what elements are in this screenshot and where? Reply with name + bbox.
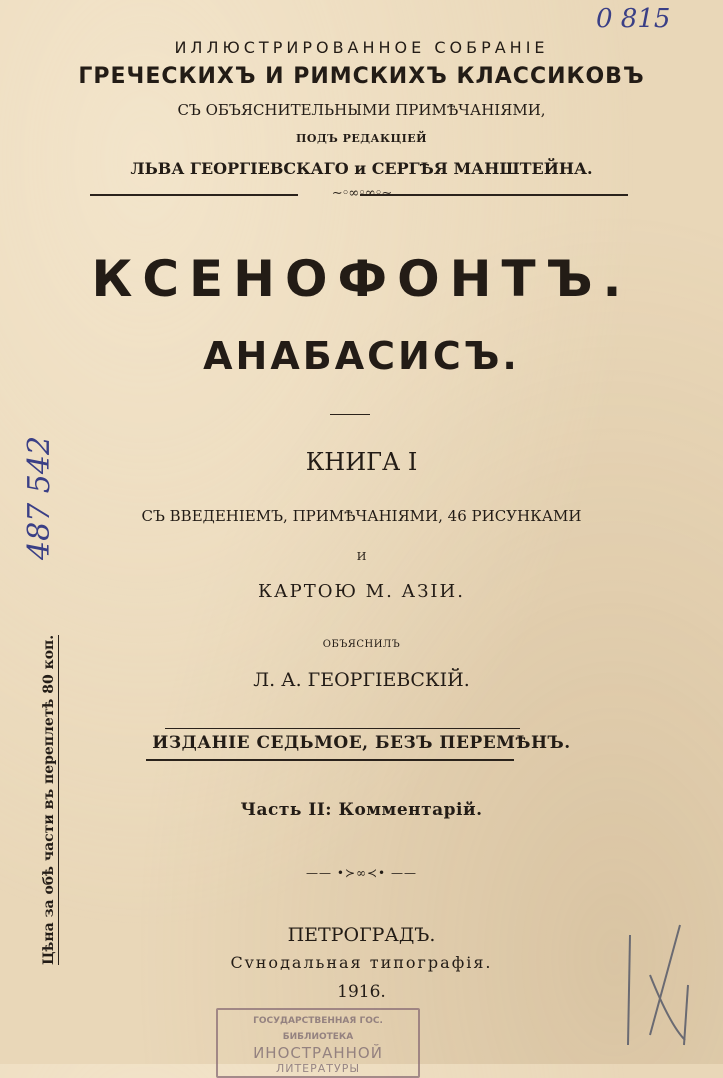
stamp-line-3: ЛИТЕРАТУРЫ <box>275 1062 361 1075</box>
pencil-mark-icon <box>610 915 710 1055</box>
part-title: Часть II: Комментарій. <box>240 800 483 820</box>
stamp-line-2: ИНОСТРАННОЙ <box>253 1044 383 1062</box>
series-line-3: СЪ ОБЪЯСНИТЕЛЬНЫМИ ПРИМѢЧАНІЯМИ, <box>177 101 546 119</box>
handwritten-shelfmark-left: 487 542 <box>22 435 57 560</box>
series-editors: ЛЬВА ГЕОРГІЕВСКАГО и СЕРГѢЯ МАНШТЕЙНА. <box>130 159 593 178</box>
stamp-line-1: ГОСУДАРСТВЕННАЯ ГОС. БИБЛИОТЕКА <box>253 1016 383 1042</box>
conjunction: И <box>356 550 367 563</box>
imprint-press: Сvнодальная типографія. <box>230 953 493 972</box>
explained-by-label: ОБЪЯСНИЛЪ <box>322 639 401 650</box>
imprint-city: ПЕТРОГРАДЪ. <box>287 924 436 946</box>
handwritten-shelfmark-top: 0 815 <box>596 4 671 34</box>
map-line: КАРТОЮ М. АЗІИ. <box>258 581 465 602</box>
library-stamp <box>216 1008 420 1078</box>
header-ornament: ∼◦∞◦∞◦∼ <box>331 186 392 201</box>
imprint-year: 1916. <box>337 982 386 1002</box>
edition-rule-top <box>165 728 520 729</box>
edition-rule-bottom <box>146 759 514 761</box>
series-line-1: ИЛЛЮСТРИРОВАННОЕ СОБРАНІЕ <box>174 38 549 57</box>
book-title: АНАБАСИСЪ. <box>203 334 520 378</box>
edition-statement: ИЗДАНІЕ СЕДЬМОЕ, БЕЗЪ ПЕРЕМѢНЪ. <box>152 733 571 753</box>
price-note: Цѣна за обѣ части въ переплетѣ 80 коп. <box>41 634 57 965</box>
book-number: КНИГА I <box>305 448 418 476</box>
header-rule-right <box>360 194 628 196</box>
editor-name: Л. А. ГЕОРГІЕВСКІЙ. <box>253 669 470 691</box>
contents-line: СЪ ВВЕДЕНІЕМЪ, ПРИМѢЧАНІЯМИ, 46 РИСУНКАМИ <box>141 507 582 525</box>
section-ornament: —— •≻∞≺• —— <box>306 866 417 880</box>
title-divider <box>330 414 370 415</box>
series-line-2: ГРЕЧЕСКИХЪ И РИМСКИХЪ КЛАССИКОВЪ <box>78 64 645 89</box>
series-editors-label: ПОДЪ РЕДАКЦІЕЙ <box>295 132 428 145</box>
author-name: КСЕНОФОНТЪ. <box>91 250 632 308</box>
